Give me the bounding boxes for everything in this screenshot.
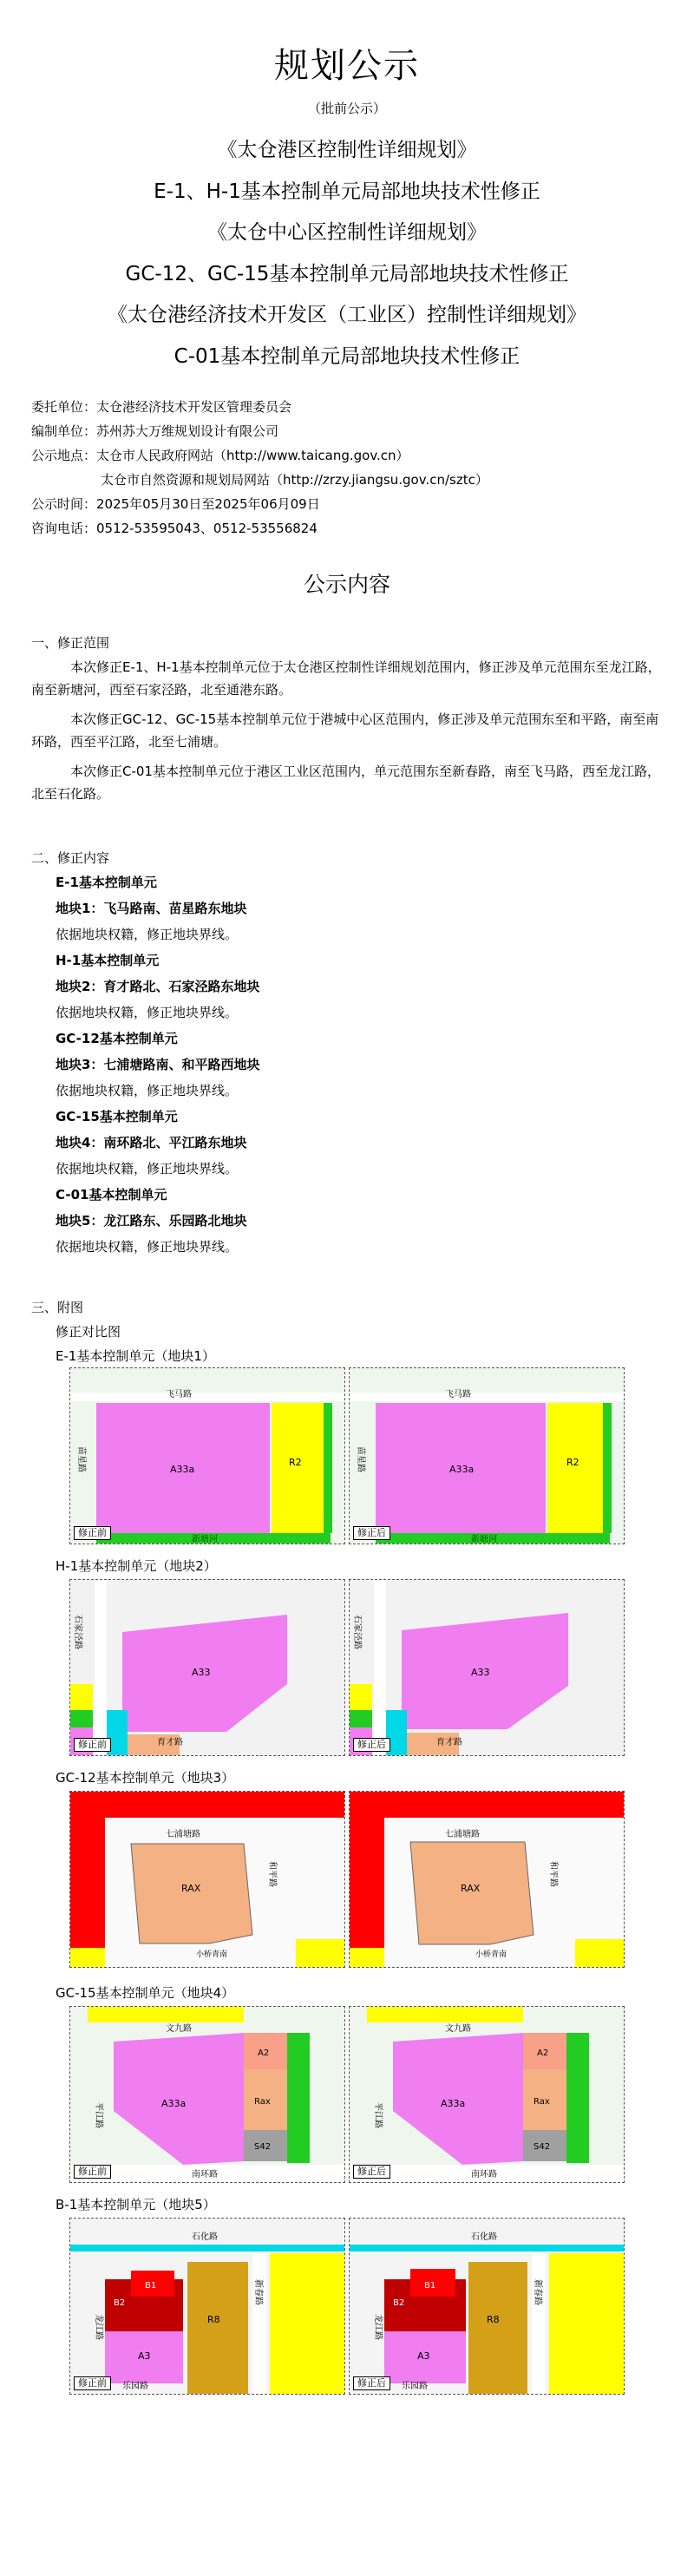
map-2-after-road-west: 石家泾路 <box>352 1615 362 1649</box>
section2-item: C-01基本控制单元 <box>56 1187 167 1203</box>
map-4-after-label-b: A2 <box>537 2048 549 2058</box>
map-4-before-label-b: A2 <box>258 2048 270 2058</box>
section2-item: 依据地块权籍，修正地块界线。 <box>56 1161 239 1177</box>
map-1-before-label-a: A33a <box>170 1464 195 1475</box>
map-3-before <box>69 1791 345 1968</box>
content-title: 公示内容 <box>303 572 390 597</box>
map-4-after-road-north: 文九路 <box>445 2024 471 2034</box>
caption-map-5: B-1基本控制单元（地块5） <box>56 2197 216 2212</box>
map-5-after-label-d: B1 <box>424 2281 436 2291</box>
section2-title: 二、修正内容 <box>31 850 110 866</box>
map-3-before-road-south: 小桥青南 <box>196 1950 228 1959</box>
map-5-before-road-south: 乐园路 <box>122 2382 148 2391</box>
heading-6: C-01基本控制单元局部地块技术性修正 <box>174 345 520 368</box>
heading-1: 《太仓港区控制性详细规划》 <box>217 139 477 161</box>
map-4-after-road-west: 平江路 <box>373 2102 383 2128</box>
map-4-before-road-south: 南环路 <box>192 2170 218 2179</box>
map-1-before-tag: 修正前 <box>74 1526 111 1540</box>
map-3-after-label-a: RAX <box>461 1883 481 1894</box>
map-1-before-road-north: 飞马路 <box>166 1390 192 1399</box>
map-5-after-road-east: 新春路 <box>533 2279 542 2305</box>
map-4-before-road-north: 文九路 <box>166 2024 192 2034</box>
section1-paragraph-3: 本次修正C-01基本控制单元位于港区工业区范围内，单元范围东至新春路，南至飞马路，西至龙江路，北至石化路。 <box>31 764 660 802</box>
info-phone: 咨询电话：0512-53595043、0512-53556824 <box>31 521 318 536</box>
map-1-before <box>69 1367 345 1544</box>
info-designer: 编制单位：苏州苏大万维规划设计有限公司 <box>31 423 279 439</box>
section2-item: 地块2：育才路北、石家泾路东地块 <box>56 979 260 994</box>
info-time: 公示时间：2025年05月30日至2025年06月09日 <box>31 496 320 512</box>
map-5-after-label-a: A3 <box>417 2350 430 2362</box>
map-1-after-tag: 修正后 <box>353 1526 390 1540</box>
heading-5: 《太仓港经济技术开发区（工业区）控制性详细规划》 <box>108 304 586 326</box>
map-1-after-label-b: R2 <box>566 1457 579 1468</box>
section2-item: 依据地块权籍，修正地块界线。 <box>56 1083 239 1098</box>
map-4-after-label-d: S42 <box>534 2142 551 2152</box>
map-3-after-road-east: 和平路 <box>548 1861 558 1887</box>
map-5-after-road-south: 乐园路 <box>402 2382 428 2391</box>
map-4-after <box>349 2006 625 2183</box>
map-2-after-label-a: A33 <box>471 1667 490 1678</box>
map-4-after-road-south: 南环路 <box>471 2170 497 2179</box>
heading-4: GC-12、GC-15基本控制单元局部地块技术性修正 <box>125 263 569 285</box>
map-5-after-road-north: 石化路 <box>471 2232 497 2242</box>
map-2-after <box>349 1579 625 1756</box>
map-5-before-label-a: A3 <box>138 2350 151 2362</box>
map-5-before-label-d: B1 <box>145 2281 157 2291</box>
heading-2: E-1、H-1基本控制单元局部地块技术性修正 <box>154 180 540 203</box>
section1-paragraph-1: 本次修正E-1、H-1基本控制单元位于太仓港区控制性详细规划范围内，修正涉及单元范围东至龙江路，南至新塘河，西至石家泾路，北至通港东路。 <box>31 659 661 698</box>
section2-item: 依据地块权籍，修正地块界线。 <box>56 1239 239 1255</box>
section2-item: GC-15基本控制单元 <box>56 1109 178 1124</box>
map-2-before-tag: 修正前 <box>74 1738 111 1752</box>
section2-item: 地块4：南环路北、平江路东地块 <box>56 1135 247 1150</box>
map-1-after-label-a: A33a <box>449 1464 475 1475</box>
map-1-before-river: 新塘河 <box>192 1535 218 1544</box>
map-3-before-road-north: 七浦塘路 <box>166 1830 200 1839</box>
info-place-1: 公示地点：太仓市人民政府网站（http://www.taicang.gov.cn） <box>31 448 409 463</box>
map-5-before-road-north: 石化路 <box>192 2232 218 2242</box>
map-1-before-road-west: 苗星路 <box>76 1446 86 1472</box>
map-3-after-road-south: 小桥青南 <box>475 1950 507 1959</box>
map-2-before <box>69 1579 345 1756</box>
info-place-2: 太仓市自然资源和规划局网站（http://zrzy.jiangsu.gov.cn/sztc） <box>101 472 488 488</box>
map-3-before-label-a: RAX <box>181 1883 201 1894</box>
section1-title: 一、修正范围 <box>31 635 110 651</box>
map-2-before-road-west: 石家泾路 <box>73 1615 82 1649</box>
map-1-before-label-b: R2 <box>289 1457 302 1468</box>
map-3-after <box>349 1791 625 1968</box>
map-2-before-road-south: 育才路 <box>157 1738 183 1747</box>
map-3-after-road-north: 七浦塘路 <box>445 1830 480 1839</box>
map-5-before-label-c: B2 <box>114 2298 126 2308</box>
map-5-before-label-b: R8 <box>207 2314 220 2325</box>
map-4-before-label-d: S42 <box>254 2142 272 2152</box>
map-2-after-tag: 修正后 <box>353 1738 390 1752</box>
caption-map-2: H-1基本控制单元（地块2） <box>56 1558 217 1574</box>
heading-3: 《太仓中心区控制性详细规划》 <box>207 221 487 244</box>
map-1-after-road-north: 飞马路 <box>445 1390 471 1399</box>
map-4-before-label-c: Rax <box>254 2097 271 2107</box>
compare-label: 修正对比图 <box>56 1324 121 1340</box>
info-client: 委托单位：太仓港经济技术开发区管理委员会 <box>31 399 292 415</box>
map-5-before-tag: 修正前 <box>74 2376 111 2390</box>
section2-item: E-1基本控制单元 <box>56 875 157 890</box>
map-4-before-tag: 修正前 <box>74 2165 111 2179</box>
map-5-after-label-c: B2 <box>393 2298 405 2308</box>
page-title: 规划公示 <box>274 46 420 86</box>
map-4-before-label-a: A33a <box>161 2098 187 2109</box>
map-5-after-label-b: R8 <box>487 2314 500 2325</box>
map-5-before-road-west: 龙江路 <box>94 2314 103 2340</box>
section1-paragraph-2: 本次修正GC-12、GC-15基本控制单元位于港城中心区范围内，修正涉及单元范围东至和平路，南至南环路，西至平江路，北至七浦塘。 <box>31 711 659 750</box>
caption-map-1: E-1基本控制单元（地块1） <box>56 1348 215 1364</box>
section2-item: H-1基本控制单元 <box>56 953 160 968</box>
map-2-after-road-south: 育才路 <box>436 1738 462 1747</box>
map-5-after-tag: 修正后 <box>353 2376 390 2390</box>
section2-item: 地块5：龙江路东、乐园路北地块 <box>56 1213 247 1229</box>
section2-item: 依据地块权籍，修正地块界线。 <box>56 1005 239 1020</box>
map-5-after-road-west: 龙江路 <box>373 2314 383 2340</box>
map-5-after <box>349 2218 625 2395</box>
map-4-after-label-c: Rax <box>534 2097 550 2107</box>
map-4-after-tag: 修正后 <box>353 2165 390 2179</box>
map-1-after-road-west: 苗星路 <box>356 1446 365 1472</box>
map-4-before <box>69 2006 345 2183</box>
section2-item: 地块1：飞马路南、苗星路东地块 <box>56 901 247 916</box>
page-subtitle: （批前公示） <box>307 101 386 116</box>
map-4-after-label-a: A33a <box>441 2098 466 2109</box>
section2-item: 依据地块权籍，修正地块界线。 <box>56 927 239 942</box>
section2-item: 地块3：七浦塘路南、和平路西地块 <box>56 1057 260 1072</box>
map-2-before-label-a: A33 <box>192 1667 211 1678</box>
caption-map-4: GC-15基本控制单元（地块4） <box>56 1985 235 2001</box>
map-5-before-road-east: 新春路 <box>253 2279 263 2305</box>
map-1-after-river: 新塘河 <box>471 1535 497 1544</box>
caption-map-3: GC-12基本控制单元（地块3） <box>56 1770 235 1786</box>
section3-title: 三、附图 <box>31 1300 84 1315</box>
map-5-before <box>69 2218 345 2395</box>
map-3-before-road-east: 和平路 <box>267 1861 277 1887</box>
map-4-before-road-west: 平江路 <box>94 2102 103 2128</box>
section2-item: GC-12基本控制单元 <box>56 1031 178 1046</box>
map-1-after <box>349 1367 625 1544</box>
